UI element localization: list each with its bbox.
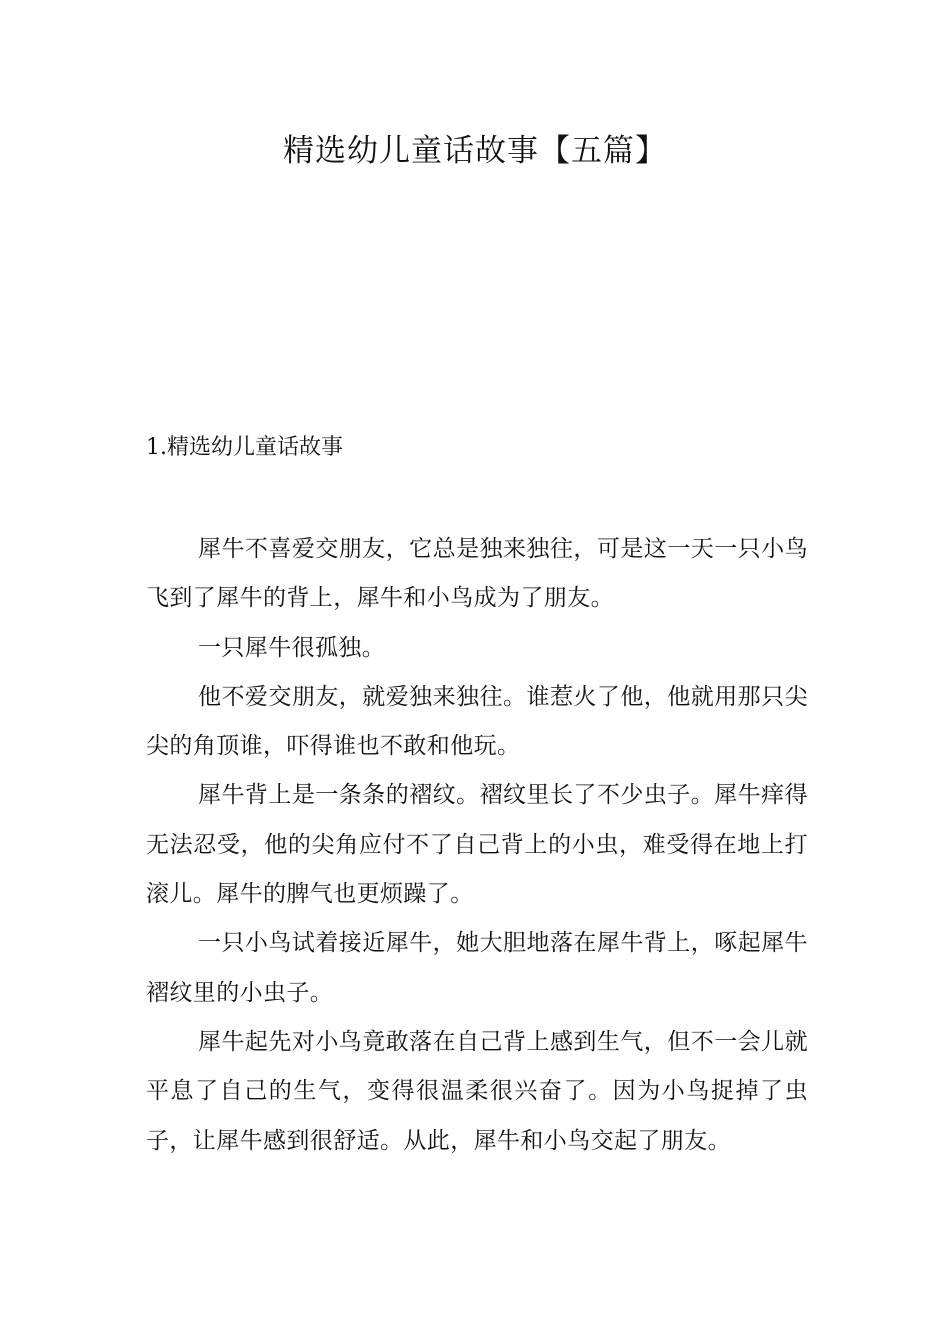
section-heading: 1.精选幼儿童话故事: [146, 435, 343, 460]
paragraph-5: 一只小鸟试着接近犀牛，她大胆地落在犀牛背上，啄起犀牛褶纹里的小虫子。: [146, 930, 808, 1006]
paragraph-1: 犀牛不喜爱交朋友，它总是独来独往，可是这一天一只小鸟飞到了犀牛的背上，犀牛和小鸟成为了朋友。: [146, 536, 808, 612]
paragraph-6: 犀牛起先对小鸟竟敢落在自己背上感到生气，但不一会儿就平息了自己的生气，变得很温柔很兴奋了。因为小鸟捉掉了虫子，让犀牛感到很舒适。从此，犀牛和小鸟交起了朋友。: [146, 1028, 808, 1154]
paragraph-3: 他不爱交朋友，就爱独来独往。谁惹火了他，他就用那只尖尖的角顶谁，吓得谁也不敢和他玩。: [146, 683, 808, 760]
paragraph-4: 犀牛背上是一条条的褶纹。褶纹里长了不少虫子。犀牛痒得无法忍受，他的尖角应付不了自己背上的小虫，难受得在地上打滚儿。犀牛的脾气也更烦躁了。: [146, 782, 808, 908]
document-title: 精选幼儿童话故事【五篇】: [283, 133, 667, 169]
story-body: [146, 525, 808, 1166]
paragraph-2: 一只犀牛很孤独。: [198, 634, 386, 661]
